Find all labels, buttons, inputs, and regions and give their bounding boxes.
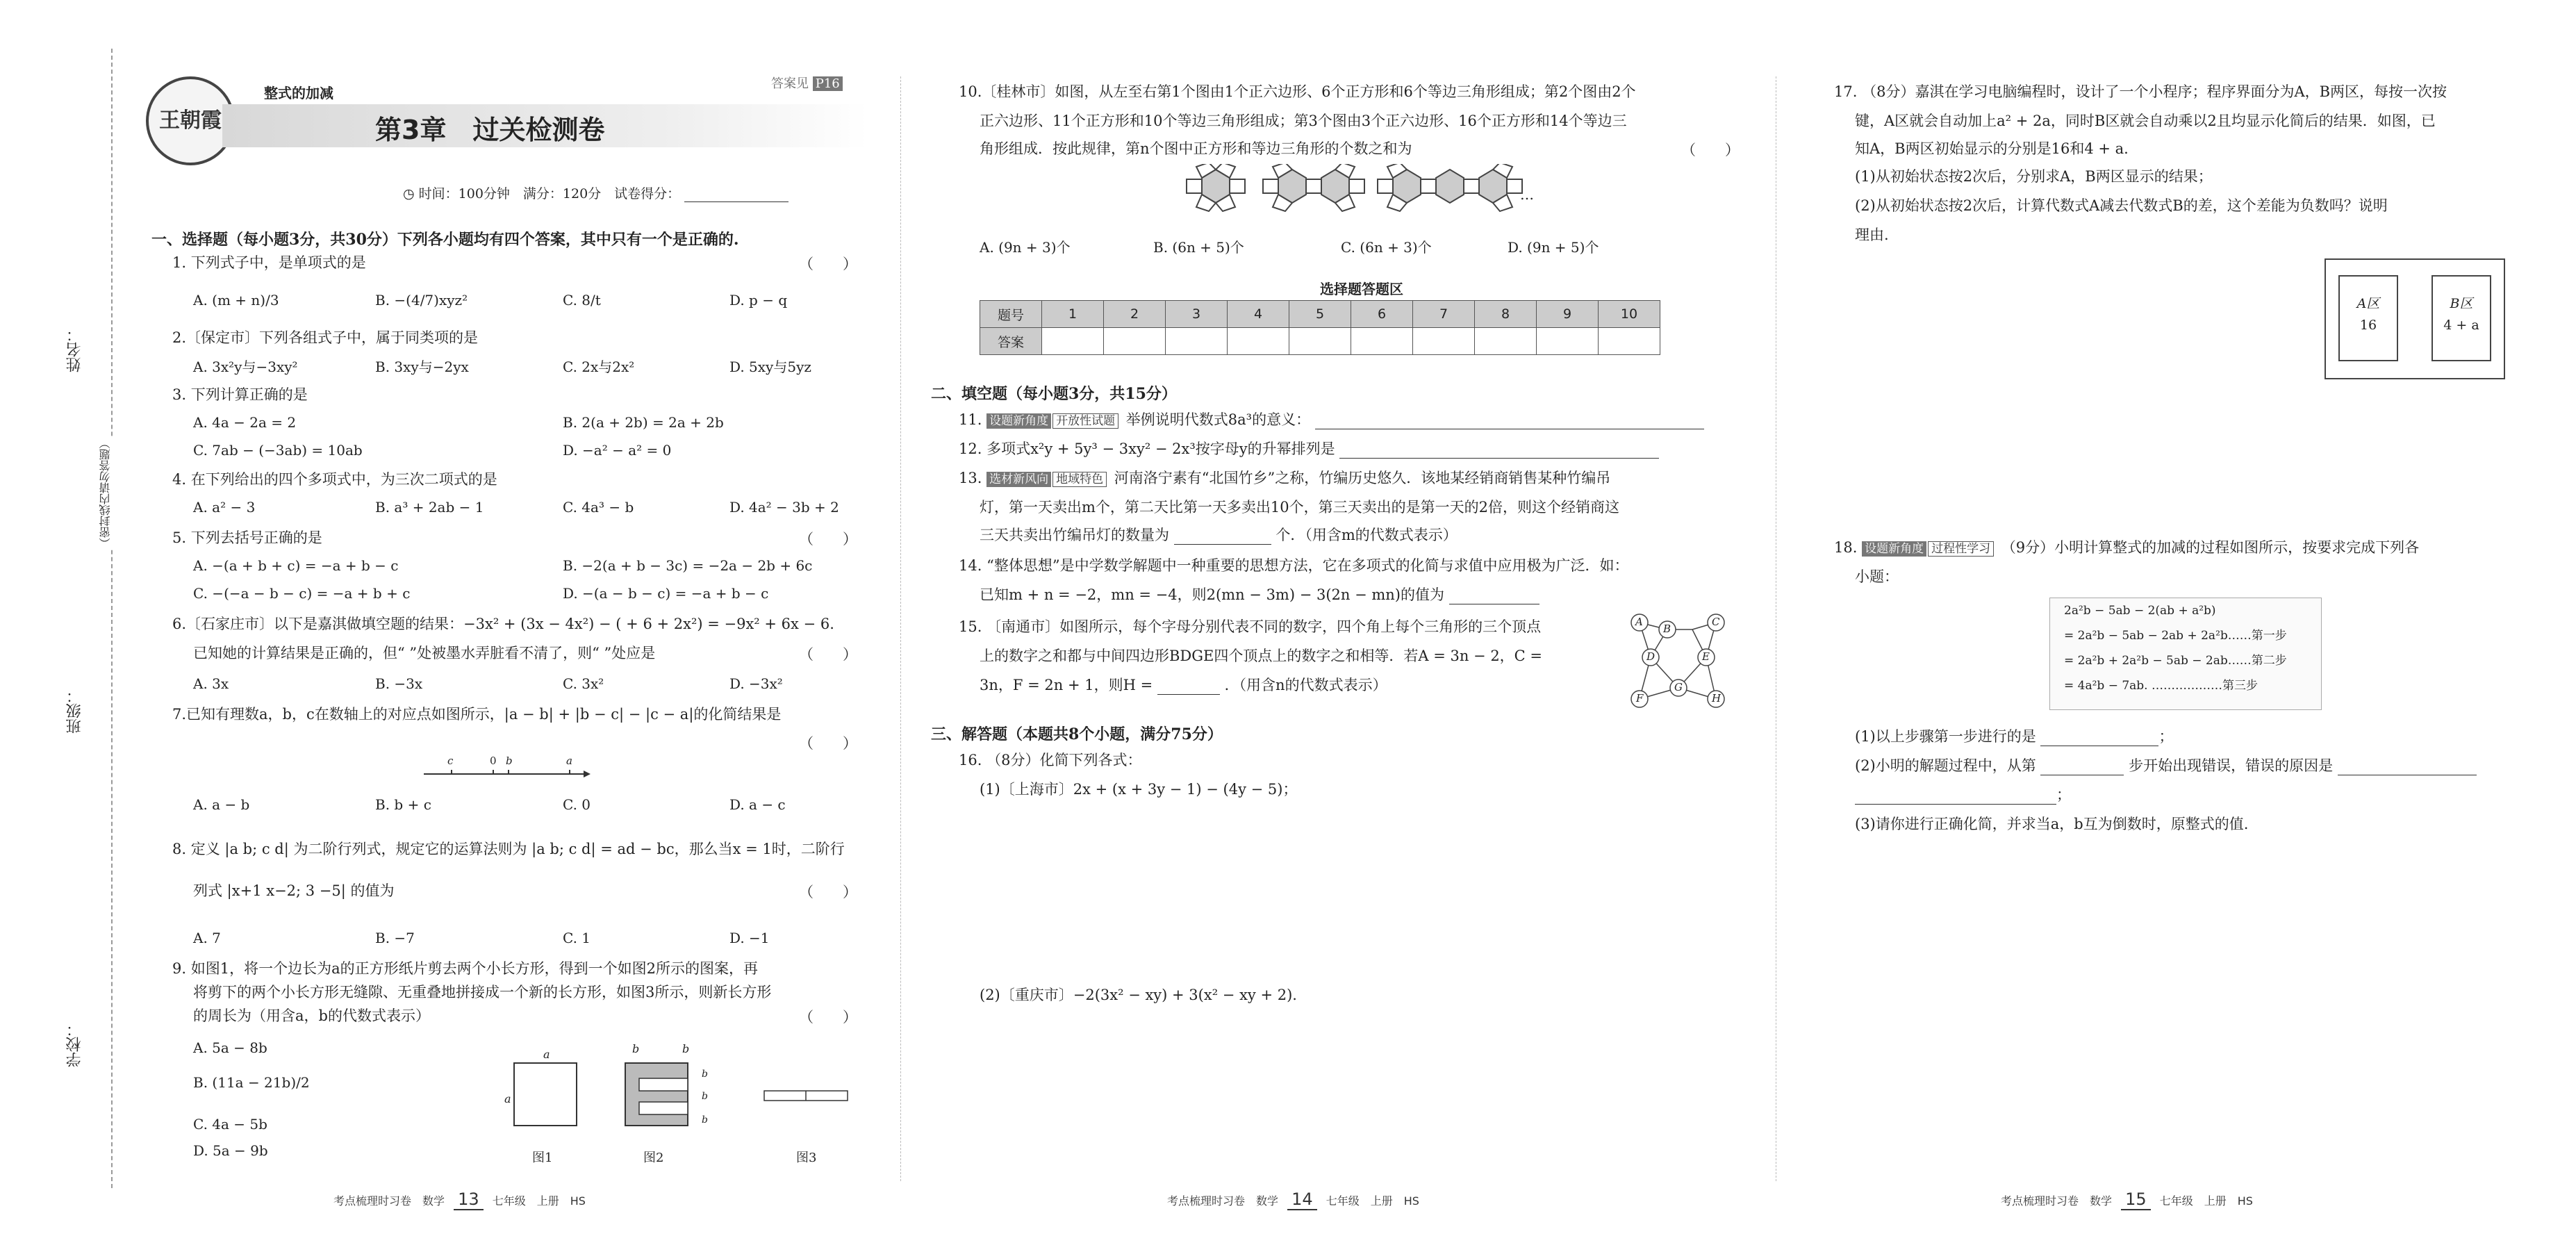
q12 xyxy=(959,439,1659,459)
q10-pattern xyxy=(1181,164,1556,227)
q10-stem-2: 正六边形、11个正方形和10个等边三角形组成；第3个图由3个正六边形、16个正方形和14个等边三 xyxy=(980,113,1627,129)
q16-num: 16. xyxy=(959,752,982,768)
q14-text: “整体思想”是中学数学解题中一种重要的思想方法，它在多项式的化简与求值中应用极为广泛．如： xyxy=(986,557,1629,574)
time-info: 时间：100分钟 满分：120分 试卷得分： xyxy=(418,186,681,201)
q17-part2: (2)从初始状态按2次后，计算代数式A减去代数式B的差，这个差能为负数吗？说明 xyxy=(1855,197,2388,214)
score-blank[interactable] xyxy=(684,201,789,202)
answer-cell-3[interactable] xyxy=(1166,328,1228,355)
answer-table xyxy=(980,300,1660,355)
q14-num: 14. xyxy=(959,557,982,574)
zone-a-label: A区 xyxy=(2356,296,2380,311)
node-g-label: G xyxy=(1674,681,1683,693)
q13-tag: 选材新风向 xyxy=(986,472,1051,487)
q16 xyxy=(959,750,1141,770)
q1-answer[interactable]: （ ） xyxy=(799,256,857,272)
zone-a-value: 16 xyxy=(2359,318,2377,333)
fig3-caption: 图3 xyxy=(796,1151,817,1165)
q10-opt-d[interactable]: D. (9n + 5)个 xyxy=(1508,239,1599,256)
footer-13-left: 考点梳理时习卷 数学 xyxy=(333,1194,445,1208)
fig2-label-b2: b xyxy=(682,1042,690,1055)
q15-line2: 上的数字之和都与中间四边形BDGE四个顶点上的数字之和相等．若A = 3n − 2，C = xyxy=(980,648,1543,664)
node-b-label: B xyxy=(1663,623,1671,635)
q15-text: 〔南通市〕如图所示，每个字母分别代表不同的数字，四个角上每个三角形的三个顶点 xyxy=(986,618,1542,635)
q11-num: 11. xyxy=(959,411,982,428)
q15-line3 xyxy=(980,675,1387,695)
q5-opt-c[interactable]: C. −(−a − b − c) = −a + b + c xyxy=(193,585,411,602)
q6-stem: 6.〔石家庄市〕以下是嘉淇做填空题的结果：−3x² + (3x − 4x²) − ( + 6 + 2x²) = −9x² + 6x − 6. xyxy=(172,616,834,632)
answer-table-label-num: 题号 xyxy=(980,301,1042,328)
q6-answer[interactable]: （ ） xyxy=(799,646,857,663)
fig2-label-b5: b xyxy=(702,1114,708,1126)
nl-0: 0 xyxy=(490,755,497,767)
zone-b-label: B区 xyxy=(2450,296,2473,311)
node-e-label: E xyxy=(1702,650,1710,663)
q11-tag: 设题新角度 xyxy=(986,413,1051,429)
q9-opt-a[interactable]: A. 5a − 8b xyxy=(193,1039,267,1056)
divider-1 xyxy=(900,76,901,1181)
footer-13-page: 13 xyxy=(454,1190,484,1210)
q18-line2: 小题： xyxy=(1855,568,1899,585)
q4-opt-a[interactable]: A. a² − 3 xyxy=(193,499,256,516)
q18-p2b-text: 步开始出现错误，错误的原因是 xyxy=(2129,757,2334,774)
q5-opt-b[interactable]: B. −2(a + b − 3c) = −2a − 2b + 6c xyxy=(563,557,813,574)
footer-page-14 xyxy=(1167,1190,1419,1209)
q12-text: 多项式x²y + 5y³ − 3xy² − 2x³按字母y的升幂排列是 xyxy=(986,441,1335,457)
q10-stem-3: 角形组成．按此规律，第n个图中正方形和等边三角形的个数之和为 xyxy=(980,140,1412,157)
footer-13-right: 七年级 上册 HS xyxy=(492,1194,586,1208)
q15-text3b: ．（用含n的代数式表示） xyxy=(1224,677,1387,693)
answer-cell-8[interactable] xyxy=(1475,328,1537,355)
pattern-1 xyxy=(1187,164,1245,211)
footer-page-13 xyxy=(333,1190,586,1209)
q2-opt-d[interactable]: D. 5xy与5yz xyxy=(729,359,811,375)
answer-table-num-3: 3 xyxy=(1166,301,1228,328)
q6-opt-c[interactable]: C. 3x² xyxy=(563,675,604,692)
q11-text: 举例说明代数式8a³的意义： xyxy=(1125,411,1311,428)
answer-table-wrap xyxy=(980,300,1660,355)
q14-line2 xyxy=(980,585,1539,604)
q18 xyxy=(1834,538,2419,557)
q1-opt-d[interactable]: D. p − q xyxy=(729,292,788,308)
node-a-label: A xyxy=(1635,616,1643,628)
q7-stem: 7.已知有理数a，b，c在数轴上的对应点如图所示，|a − b| + |b − c| − |c − a|的化简结果是 xyxy=(172,706,782,723)
q18-p2-reason-blank-2[interactable] xyxy=(1855,804,2056,805)
q18-step-1: = 2a²b − 5ab − 2ab + 2a²b……第一步 xyxy=(2064,629,2287,643)
q18-p1-text: (1)以上步骤第一步进行的是 xyxy=(1855,728,2036,745)
fig1-square xyxy=(514,1063,577,1126)
q17 xyxy=(1834,82,2447,101)
answer-table-num-9: 9 xyxy=(1537,301,1599,328)
q15 xyxy=(959,617,1541,636)
answer-cell-2[interactable] xyxy=(1104,328,1166,355)
q6-opt-d[interactable]: D. −3x² xyxy=(729,675,783,692)
q10-opt-c[interactable]: C. (6n + 3)个 xyxy=(1341,239,1432,256)
q4-opt-d[interactable]: D. 4a² − 3b + 2 xyxy=(729,499,839,516)
q9-opt-b[interactable]: B. (11a − 21b)/2 xyxy=(193,1074,310,1091)
q18-part3: (3)请你进行正确化简，并求当a，b互为倒数时，原整式的值. xyxy=(1855,816,2249,832)
q18-step-0: 2a²b − 5ab − 2(ab + a²b) xyxy=(2064,604,2216,618)
answer-table-header-row xyxy=(980,301,1660,328)
node-c-label: C xyxy=(1712,616,1720,628)
q17-num: 17. xyxy=(1834,83,1858,100)
q17-text: （8分）嘉淇在学习电脑编程时，设计了一个小程序；程序界面分为A，B两区，每按一次按 xyxy=(1862,83,2447,100)
fig2-cut-2 xyxy=(639,1102,688,1114)
q7-answer[interactable]: （ ） xyxy=(799,735,857,752)
q2-opt-a[interactable]: A. 3x²y与−3xy² xyxy=(193,359,298,375)
exam-meta xyxy=(403,183,789,202)
answer-cell-9[interactable] xyxy=(1537,328,1599,355)
q9-opt-c[interactable]: C. 4a − 5b xyxy=(193,1116,267,1133)
answer-table-label-ans: 答案 xyxy=(980,328,1042,355)
chapter-title: 第3章 过关检测卷 xyxy=(375,115,605,145)
q14-text2: 已知m + n = −2，mn = −4，则2(mn − 3m) − 3(2n − mn)的值为 xyxy=(980,586,1444,603)
clock-icon: ◷ xyxy=(403,186,415,201)
q1-opt-c[interactable]: C. 8/t xyxy=(563,292,601,308)
footer-14-left: 考点梳理时习卷 数学 xyxy=(1167,1194,1279,1208)
fig2-label-b1: b xyxy=(632,1042,640,1055)
footer-15-right: 七年级 上册 HS xyxy=(2159,1194,2253,1208)
nl-a: a xyxy=(566,755,572,767)
answer-table-answer-row xyxy=(980,328,1660,355)
school-label: 学校： xyxy=(66,1021,83,1067)
q9-stem: 9. 如图1，将一个边长为a的正方形纸片剪去两个小长方形，得到一个如图2所示的图案，再 xyxy=(172,960,758,977)
q13-line3 xyxy=(980,525,1458,545)
q5-stem: 5. 下列去括号正确的是 xyxy=(172,529,322,546)
q3-opt-b[interactable]: B. 2(a + 2b) = 2a + 2b xyxy=(563,414,724,431)
q5-opt-d[interactable]: D. −(a − b − c) = −a + b − c xyxy=(563,585,769,602)
node-h-label: H xyxy=(1712,692,1722,705)
q17-part2b: 理由. xyxy=(1855,227,1889,243)
answer-ref xyxy=(771,74,843,92)
q3-opt-a[interactable]: A. 4a − 2a = 2 xyxy=(193,414,297,431)
answer-ref-text: 答案见 xyxy=(771,76,809,91)
q14 xyxy=(959,556,1629,575)
node-d-label: D xyxy=(1646,650,1656,663)
fig1-label-a-top: a xyxy=(543,1048,550,1061)
logo-text: 王朝霞 xyxy=(159,108,222,133)
q7-opt-d[interactable]: D. a − c xyxy=(729,796,786,813)
q9-answer[interactable]: （ ） xyxy=(799,1009,857,1026)
q8-answer[interactable]: （ ） xyxy=(799,884,857,900)
q12-blank[interactable] xyxy=(1339,458,1659,459)
q18-step-2: = 2a²b + 2a²b − 5ab − 2ab……第二步 xyxy=(2064,654,2287,668)
q18-num: 18. xyxy=(1834,539,1858,556)
q16-part1: (1)〔上海市〕2x + (x + 3y − 1) − (4y − 5)； xyxy=(980,781,1298,798)
answer-cell-10[interactable] xyxy=(1599,328,1660,355)
q7-opt-c[interactable]: C. 0 xyxy=(563,796,591,813)
q13-text3: 三天共卖出竹编吊灯的数量为 xyxy=(980,527,1169,543)
q4-stem: 4. 在下列给出的四个多项式中，为三次二项式的是 xyxy=(172,471,497,488)
q16-text: （8分）化简下列各式： xyxy=(986,752,1142,768)
q8-opt-a[interactable]: A. 7 xyxy=(193,930,221,946)
fig2-square xyxy=(625,1063,688,1126)
q2-opt-b[interactable]: B. 3xy与−2yx xyxy=(375,359,469,375)
q6-opt-b[interactable]: B. −3x xyxy=(375,675,423,692)
q17-line3: 知A，B两区初始显示的分别是16和4 + a. xyxy=(1855,140,2129,157)
answer-table-num-2: 2 xyxy=(1104,301,1166,328)
fig1-caption: 图1 xyxy=(532,1151,553,1165)
section3-title: 三、解答题（本题共8个小题，满分75分） xyxy=(931,725,1223,743)
footer-15-page: 15 xyxy=(2121,1190,2151,1210)
q5-answer[interactable]: （ ） xyxy=(799,531,857,548)
q13-text: 河南洛宁素有“北国竹乡”之称，竹编历史悠久．该地某经销商销售某种竹编吊 xyxy=(1114,470,1611,486)
answer-cell-1[interactable] xyxy=(1042,328,1104,355)
q12-num: 12. xyxy=(959,441,982,457)
answer-cell-4[interactable] xyxy=(1228,328,1289,355)
q15-blank[interactable] xyxy=(1157,694,1220,695)
nl-c: c xyxy=(447,755,454,767)
answer-table-title: 选择题答题区 xyxy=(1320,281,1403,297)
answer-cell-7[interactable] xyxy=(1413,328,1475,355)
seal-note: （密封线内请勿答题） xyxy=(99,438,112,549)
q18-part2 xyxy=(1855,756,2477,775)
subtitle: 整式的加减 xyxy=(264,85,333,101)
q1-stem: 1. 下列式子中，是单项式的是 xyxy=(172,254,366,271)
pattern-3 xyxy=(1378,164,1522,211)
q4-opt-c[interactable]: C. 4a³ − b xyxy=(563,499,634,516)
fig2-label-b3: b xyxy=(702,1069,708,1080)
q13-blank[interactable] xyxy=(1174,544,1271,545)
q18-step-3: = 4a²b − 7ab. ………………第三步 xyxy=(2064,679,2258,693)
zone-b-box xyxy=(2431,275,2491,361)
q15-text3: 3n，F = 2n + 1，则H = xyxy=(980,677,1153,693)
q10-stem: 10.〔桂林市〕如图，从左至右第1个图由1个正六边形、6个正方形和6个等边三角形组成；第2个图由2个 xyxy=(959,83,1636,100)
q7-opt-a[interactable]: A. a − b xyxy=(193,796,250,813)
q18-tag2: 过程性学习 xyxy=(1928,541,1994,557)
answer-ref-page: P16 xyxy=(813,76,843,91)
q17-part1: (1)从初始状态按2次后，分别求A，B两区显示的结果； xyxy=(1855,168,2213,185)
q6-opt-a[interactable]: A. 3x xyxy=(193,675,229,692)
answer-table-num-10: 10 xyxy=(1599,301,1660,328)
answer-table-num-7: 7 xyxy=(1413,301,1475,328)
q9-stem-3: 的周长为（用含a，b的代数式表示） xyxy=(193,1007,430,1024)
answer-table-num-1: 1 xyxy=(1042,301,1104,328)
q16-part1-workspace[interactable] xyxy=(980,806,1709,980)
q1-opt-b[interactable]: B. −(4/7)xyz² xyxy=(375,292,468,308)
zone-a-box xyxy=(2338,275,2398,361)
q2-stem: 2.〔保定市〕下列各组式子中，属于同类项的是 xyxy=(172,329,479,346)
q8-stem: 8. 定义 |a b; c d| 为二阶行列式，规定它的运算法则为 |a b; c d| = ad − bc，那么当x = 1时，二阶行 xyxy=(172,841,845,857)
fig2-cut-1 xyxy=(639,1078,688,1091)
q10-answer[interactable]: （ ） xyxy=(1681,142,1740,158)
q13-tag2: 地域特色 xyxy=(1052,472,1107,487)
section1-title: 一、选择题（每小题3分，共30分）下列各小题均有四个答案，其中只有一个是正确的. xyxy=(151,231,739,249)
q6-stem-2: 已知她的计算结果是正确的，但“ ”处被墨水弄脏看不清了，则“ ”处应是 xyxy=(193,645,656,661)
q11 xyxy=(959,410,1704,429)
binding-line xyxy=(111,49,113,1188)
q3-opt-c[interactable]: C. 7ab − (−3ab) = 10ab xyxy=(193,442,363,459)
class-label: 班级： xyxy=(66,688,83,734)
q10-ellipsis: … xyxy=(1520,186,1534,203)
nl-b: b xyxy=(506,755,513,767)
answer-cell-5[interactable] xyxy=(1289,328,1351,355)
answer-cell-6[interactable] xyxy=(1351,328,1413,355)
q13 xyxy=(959,468,1610,488)
q15-num: 15. xyxy=(959,618,982,635)
fig2-label-b4: b xyxy=(702,1091,708,1102)
q18-p2-text: (2)小明的解题过程中，从第 xyxy=(1855,757,2036,774)
q2-opt-c[interactable]: C. 2x与2x² xyxy=(563,359,635,375)
q9-stem-2: 将剪下的两个小长方形无缝隙、无重叠地拼接成一个新的长方形，如图3所示，则新长方形 xyxy=(193,984,772,1001)
q16-part2-workspace[interactable] xyxy=(980,1012,1709,1164)
footer-page-15 xyxy=(2001,1190,2253,1209)
answer-table-num-5: 5 xyxy=(1289,301,1351,328)
footer-14-right: 七年级 上册 HS xyxy=(1326,1194,1419,1208)
q1-opt-a[interactable]: A. (m + n)/3 xyxy=(193,292,279,308)
q13-line2: 灯，第一天卖出m个，第二天比第一天多卖出10个，第三天卖出的是第一天的2倍，则这个经销商这 xyxy=(980,499,1619,516)
section2-title: 二、填空题（每小题3分，共15分） xyxy=(931,385,1177,403)
q17-line2: 键，A区就会自动加上a² + 2a，同时B区就会自动乘以2且均显示化简后的结果．如图，已 xyxy=(1855,113,2436,129)
q18-part1: (1)以上步骤第一步进行的是 ； xyxy=(1855,728,2174,745)
answer-table-num-8: 8 xyxy=(1475,301,1537,328)
name-label: 姓名： xyxy=(66,327,83,372)
answer-table-num-6: 6 xyxy=(1351,301,1413,328)
q13-text3b: 个．（用含m的代数式表示） xyxy=(1275,527,1458,543)
q8-opt-d[interactable]: D. −1 xyxy=(729,930,770,946)
q13-num: 13. xyxy=(959,470,982,486)
node-f-label: F xyxy=(1636,692,1644,705)
fig2-caption: 图2 xyxy=(643,1151,664,1165)
fig1-label-a-left: a xyxy=(504,1092,511,1105)
footer-14-page: 14 xyxy=(1287,1190,1317,1210)
q8-stem-2: 列式 |x+1 x−2; 3 −5| 的值为 xyxy=(193,882,395,899)
brand-logo xyxy=(146,76,235,165)
q18-part2-line2: ； xyxy=(1855,785,2071,805)
zone-b-value: 4 + a xyxy=(2443,318,2479,333)
q16-part2: (2)〔重庆市〕−2(3x² − xy) + 3(x² − xy + 2). xyxy=(980,987,1297,1003)
q7-opt-b[interactable]: B. b + c xyxy=(375,796,431,813)
q8-opt-b[interactable]: B. −7 xyxy=(375,930,415,946)
q8-opt-c[interactable]: C. 1 xyxy=(563,930,591,946)
q9-opt-d[interactable]: D. 5a − 9b xyxy=(193,1142,268,1159)
answer-table-num-4: 4 xyxy=(1228,301,1289,328)
q18-text: （9分）小明计算整式的加减的过程如图所示，按要求完成下列各 xyxy=(2001,539,2420,556)
pattern-2 xyxy=(1263,164,1364,211)
q5-opt-a[interactable]: A. −(a + b + c) = −a + b − c xyxy=(193,557,399,574)
q10-opt-b[interactable]: B. (6n + 5)个 xyxy=(1153,239,1244,256)
q11-tag2: 开放性试题 xyxy=(1052,413,1118,429)
q18-work-box xyxy=(2049,598,2322,710)
q4-opt-b[interactable]: B. a³ + 2ab − 1 xyxy=(375,499,484,516)
footer-15-left: 考点梳理时习卷 数学 xyxy=(2001,1194,2113,1208)
q10-opt-a[interactable]: A. (9n + 3)个 xyxy=(980,239,1071,256)
q3-opt-d[interactable]: D. −a² − a² = 0 xyxy=(563,442,672,459)
q18-tag: 设题新角度 xyxy=(1862,541,1926,557)
q3-stem: 3. 下列计算正确的是 xyxy=(172,386,308,403)
